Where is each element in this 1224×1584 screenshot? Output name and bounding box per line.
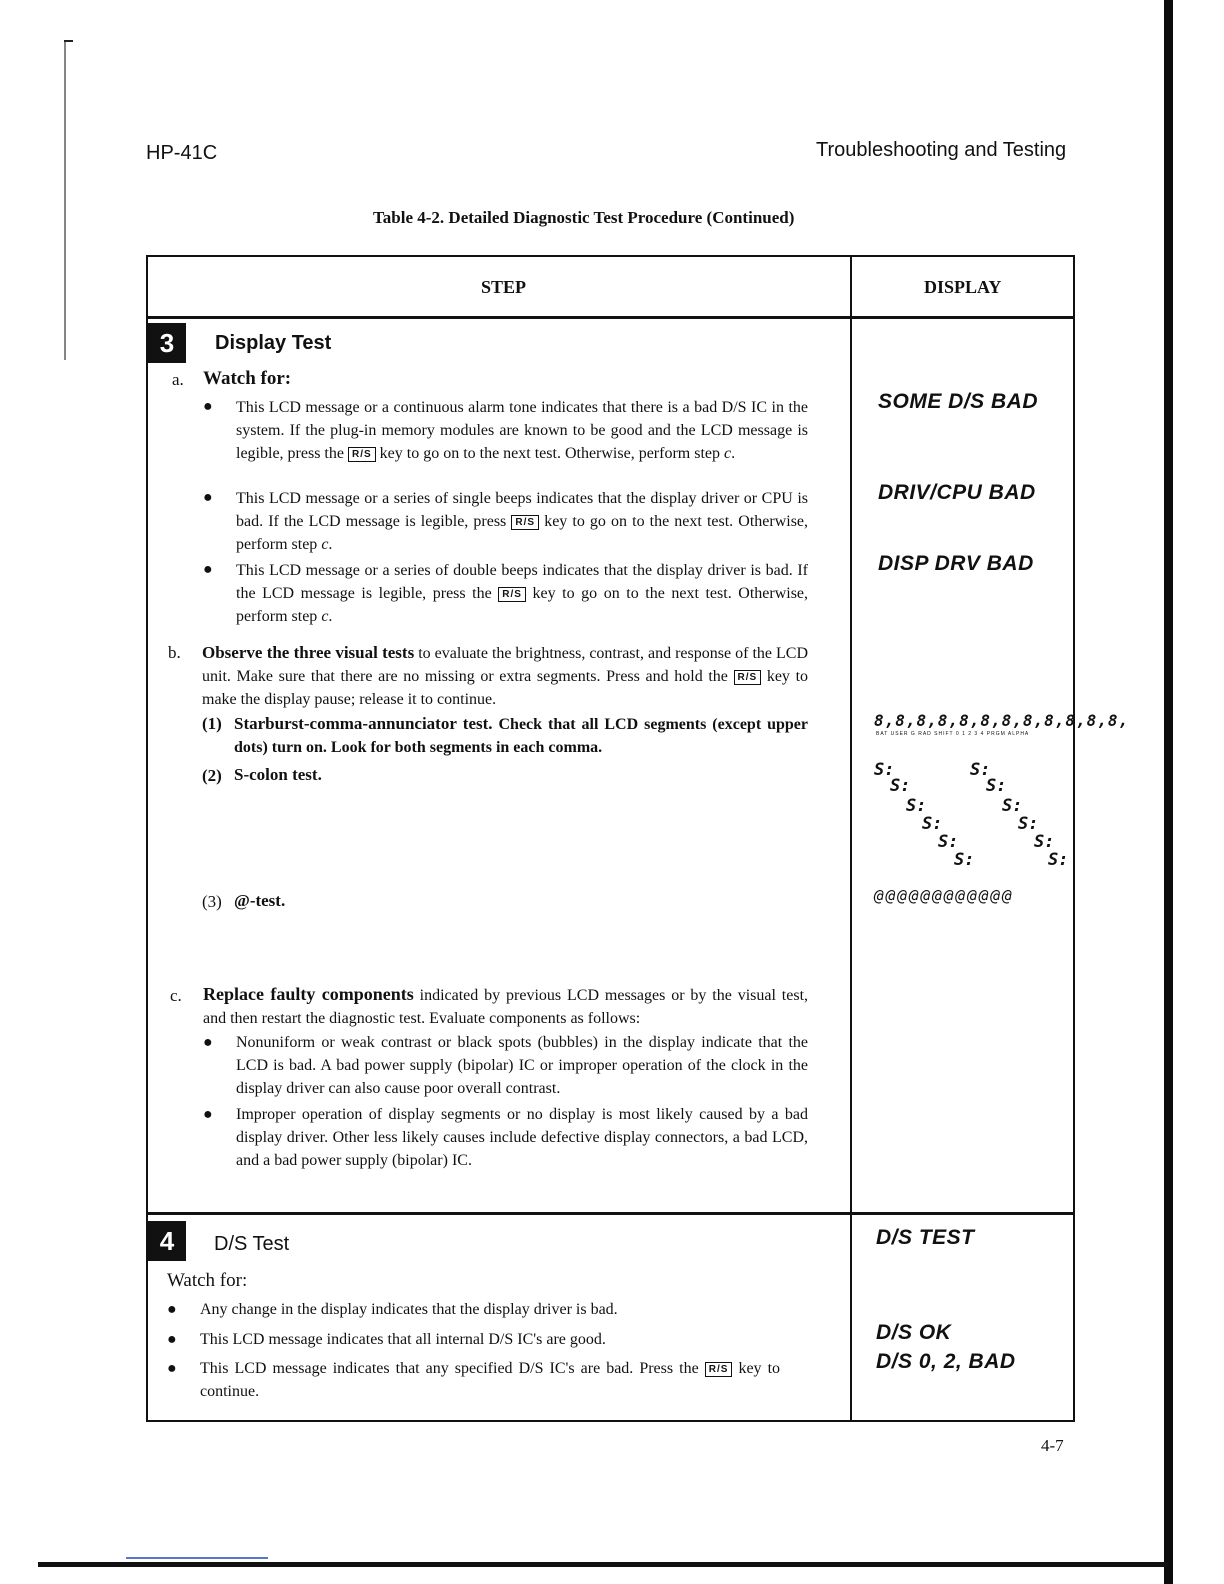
step-3-badge: 3 (148, 323, 186, 363)
s-colon-glyph: S: (890, 776, 911, 796)
lcd-some-ds-bad: SOME D/S BAD (878, 390, 1039, 413)
substep-a-label: a. (172, 370, 184, 389)
s-colon-glyph: S: (1002, 796, 1023, 816)
step-4-bullet-1: Any change in the display indicates that the display driver is bad. (200, 1301, 618, 1318)
rs-key-icon: R/S (511, 515, 539, 530)
test-2-number: (2) (202, 766, 222, 785)
step-4-bullet-3-part-2: key to continue. (200, 1360, 781, 1400)
bullet-icon: ● (203, 561, 213, 578)
rs-key-icon: R/S (705, 1362, 733, 1377)
scan-left-mark (64, 40, 66, 360)
lcd-driv-cpu-bad: DRIV/CPU BAD (878, 481, 1036, 504)
substep-b-part-2: key to make the display pause; release it to continue. (202, 668, 809, 708)
c-bullet-2: Improper operation of display segments or no display is most likely caused by a bad display driver. Other less likely causes include defective display connectors, a bad LCD, and a bad power supply (bipolar) IC. (236, 1106, 808, 1169)
bullet-icon: ● (203, 1106, 213, 1123)
column-divider (850, 255, 852, 1422)
step-ref: c (321, 608, 329, 625)
a-bullet-3-part-1: This LCD message or a series of double beeps indicates that the display driver is bad. If the LCD message is legible, press the (236, 562, 808, 602)
lcd-ds-bad: D/S 0, 2, BAD (876, 1350, 1016, 1373)
table-title: Table 4-2. Detailed Diagnostic Test Procedure (Continued) (373, 208, 795, 227)
header-model: HP-41C (146, 142, 218, 164)
a-bullet-2-text: This LCD message or a series of single beeps indicates that the display driver or CPU is bad. If the LCD message is legible, press R/S key to go on to the next test. Otherwise, perform step c. (236, 490, 809, 553)
substep-c-body: indicated by previous LCD messages or by the visual test, and then restart the diagnostic test. Evaluate components as follows: (203, 987, 809, 1027)
s-colon-glyph: S: (922, 814, 943, 834)
page-number: 4-7 (1041, 1436, 1064, 1455)
lcd-annunciators: BAT USER G RAD SHIFT 0 1 2 3 4 PRGM ALPHA (876, 731, 1030, 737)
s-colon-glyph: S: (986, 776, 1007, 796)
step-4-bullet-3-part-1: This LCD message indicates that any specified D/S IC's are bad. Press the (200, 1360, 699, 1377)
a-bullet-3-part-2: key to go on to the next test. Otherwise, perform step (236, 585, 809, 625)
lcd-starburst: 8,8,8,8,8,8,8,8,8,8,8,8, (874, 711, 1130, 730)
step-4-title: D/S Test (214, 1233, 290, 1255)
test-3-number: (3) (202, 892, 222, 911)
step-4-bullet-2: This LCD message indicates that all internal D/S IC's are good. (200, 1331, 606, 1348)
step-4-heading: Watch for: (167, 1270, 248, 1291)
rs-key-icon: R/S (734, 670, 762, 685)
header-section: Troubleshooting and Testing (816, 139, 1067, 161)
a-bullet-3-text: This LCD message or a series of double beeps indicates that the display driver is bad. If the LCD message is legible, press the R/S key to go on to the next test. Otherwise, perform step c. (236, 562, 809, 625)
bullet-icon: ● (167, 1360, 177, 1377)
s-colon-glyph: S: (970, 760, 991, 780)
rs-key-icon: R/S (348, 447, 376, 462)
s-colon-glyph: S: (1018, 814, 1039, 834)
a-bullet-2-part-1: This LCD message or a series of single beeps indicates that the display driver or CPU is bad. If the LCD message is legible, press (236, 490, 808, 530)
c-bullet-1: Nonuniform or weak contrast or black spots (bubbles) in the display indicate that the LCD is bad. A bad power supply (bipolar) IC or improper operation of the clock in the display driver can also cause poor overall contrast. (236, 1034, 808, 1097)
s-colon-glyph: S: (1048, 850, 1069, 870)
a-bullet-2-part-2: key to go on to the next test. Otherwise, perform step (236, 513, 809, 553)
substep-b-part-1: to evaluate the brightness, contrast, and response of the LCD unit. Make sure that there are no missing or extra segments. Press and hold the (202, 645, 809, 685)
test-2-heading: S-colon test. (234, 765, 322, 784)
step-4-bullet-3 (200, 1357, 780, 1403)
s-colon-glyph: S: (954, 850, 975, 870)
scan-blue-line (126, 1557, 268, 1559)
step-ref: c (321, 536, 329, 553)
test-1-heading: Starburst-comma-annunciator test. (234, 714, 493, 733)
s-colon-glyph: S: (906, 796, 927, 816)
test-1-text (234, 712, 808, 759)
s-colon-glyph: S: (874, 760, 895, 780)
lcd-disp-drv-bad: DISP DRV BAD (878, 552, 1034, 575)
header-rule (146, 316, 1075, 319)
step-3-title: Display Test (215, 332, 332, 354)
a-bullet-1-text: This LCD message or a continuous alarm tone indicates that there is a bad D/S IC in the system. If the plug-in memory modules are known to be good and the LCD message is legible, press the R/S key to go on to the next test. Otherwise, perform step c. (236, 399, 808, 462)
column-header-step: STEP (481, 277, 527, 297)
substep-c-heading: Replace faulty components (203, 984, 414, 1004)
lcd-ds-test: D/S TEST (876, 1226, 975, 1249)
bullet-icon: ● (203, 398, 213, 415)
step-divider (146, 1212, 1075, 1215)
bullet-icon: ● (203, 1034, 213, 1051)
a-bullet-1-part-1: This LCD message or a continuous alarm tone indicates that there is a bad D/S IC in the system. If the plug-in memory modules are known to be good and the LCD message is legible, press the (236, 399, 808, 462)
s-colon-glyph: S: (1034, 832, 1055, 852)
lcd-ds-ok: D/S OK (876, 1321, 952, 1344)
scan-edge-right (1164, 0, 1173, 1584)
substep-b-heading: Observe the three visual tests (202, 643, 415, 662)
test-1-number: (1) (202, 714, 222, 733)
s-colon-glyph: S: (938, 832, 959, 852)
bullet-icon: ● (203, 489, 213, 506)
substep-b-label: b. (168, 643, 181, 662)
substep-b-text (202, 641, 808, 711)
substep-a-heading: Watch for: (203, 368, 292, 389)
scan-edge-bottom (38, 1562, 1168, 1567)
substep-c-text (203, 983, 808, 1030)
test-1-body: Check that all LCD segments (except upper dots) turn on. Look for both segments in each comma. (234, 716, 808, 756)
step-ref: c (724, 445, 732, 462)
column-header-display: DISPLAY (924, 277, 1002, 297)
bullet-icon: ● (167, 1331, 177, 1348)
test-3-heading: @-test. (234, 891, 286, 910)
a-bullet-1-part-2: key to go on to the next test. Otherwise, perform step (379, 445, 721, 462)
lcd-at-test: @@@@@@@@@@@@ (874, 886, 1014, 905)
substep-c-label: c. (170, 986, 182, 1005)
scan-left-hook (64, 40, 73, 42)
rs-key-icon: R/S (498, 587, 526, 602)
bullet-icon: ● (167, 1301, 177, 1318)
step-4-badge: 4 (148, 1221, 186, 1261)
